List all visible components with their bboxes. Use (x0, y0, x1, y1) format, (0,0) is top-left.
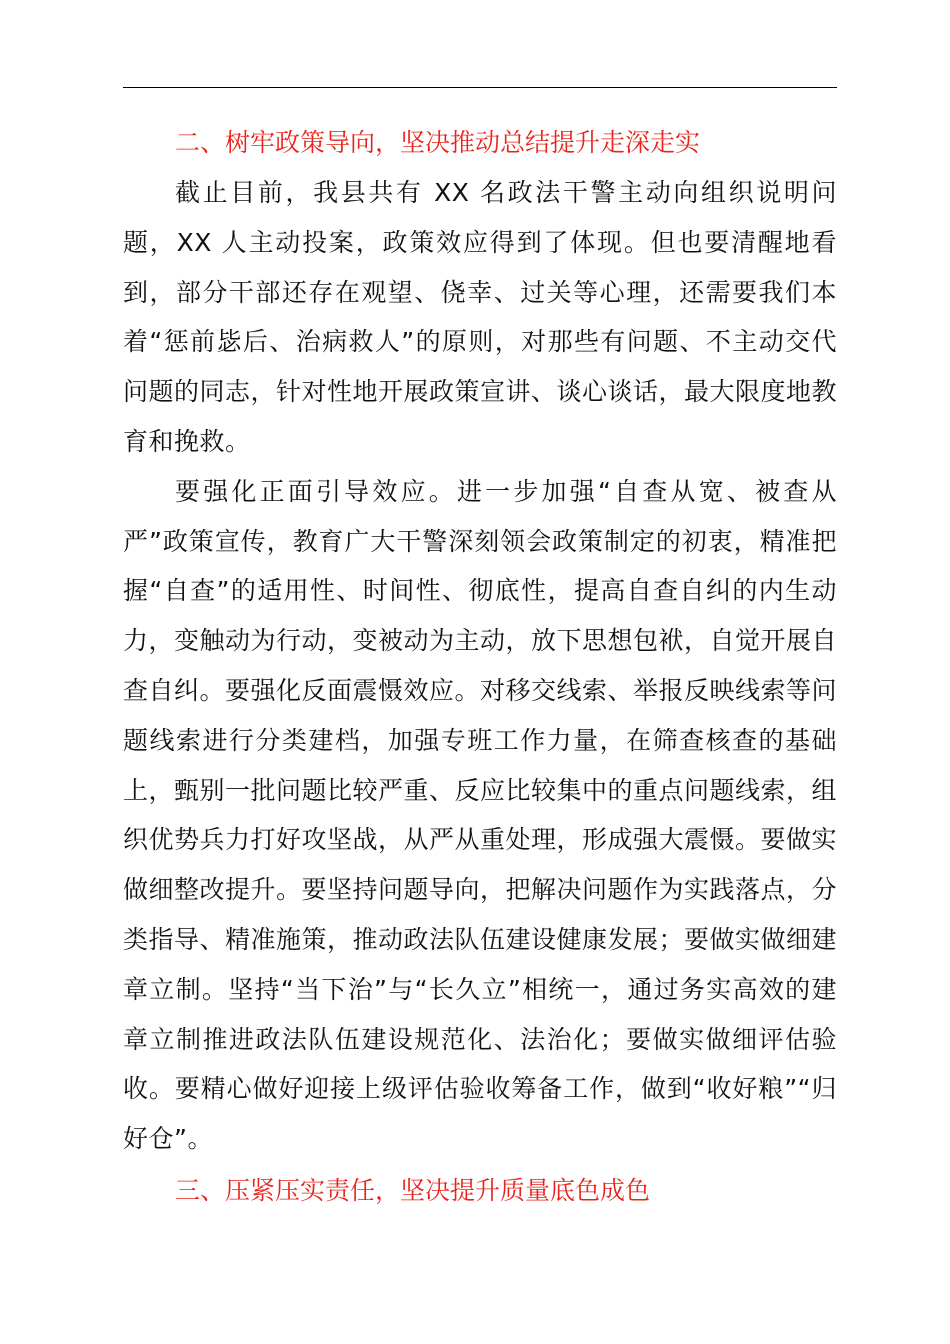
section-heading-3: 三、压紧压实责任，坚决提升质量底色成色 (175, 1175, 651, 1205)
header-rule (123, 87, 837, 88)
section-heading-2: 二、树牢政策导向，坚决推动总结提升走深走实 (175, 128, 701, 157)
paragraph-2: 要强化正面引导效应。进一步加强“自查从宽、被查从严”政策宣传，教育广大干警深刻领会政策制定的初衷，精准把握“自查”的适用性、时间性、彻底性，提高自查自纠的内生动力，变触动为行动，变被动为主动，放下思想包袱，自觉开展自查自纠。要强化反面震慑效应。对移交线索、举报反映线索等问题线索进行分类建档，加强专班工作力量，在筛查核查的基础上，甄别一批问题比较严重、反应比较集中的重点问题线索，组织优势兵力打好攻坚战，从严从重处理，形成强大震慑。要做实做细整改提升。要坚持问题导向，把解决问题作为实践落点，分类指导、精准施策，推动政法队伍建设健康发展；要做实做细建章立制。坚持“当下治”与“长久立”相统一，通过务实高效的建章立制推进政法队伍建设规范化、法治化；要做实做细评估验收。要精心做好迎接上级评估验收筹备工作，做到“收好粮”“归好仓”。 (123, 476, 838, 1154)
paragraph-1: 截止目前，我县共有 XX 名政法干警主动向组织说明问题，XX 人主动投案，政策效应得到了体现。但也要清醒地看到，部分干部还存在观望、侥幸、过关等心理，还需要我们本着“惩前毖后、治病救人”的原则，对那些有问题、不主动交代问题的同志，针对性地开展政策宣讲、谈心谈话，最大限度地教育和挽救。 (123, 178, 838, 456)
document-body (123, 118, 837, 1216)
